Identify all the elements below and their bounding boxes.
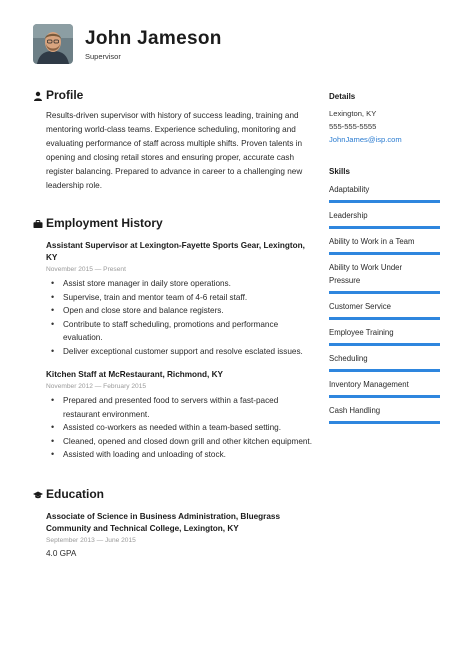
job-entry (46, 240, 312, 358)
skill-level-bar (329, 226, 440, 229)
education-dates: September 2013 — June 2015 (46, 536, 136, 544)
details-city: Lexington, KY (329, 109, 377, 118)
skill-label: Employee Training (329, 328, 394, 337)
education-heading: Education (46, 486, 105, 501)
duty-item: • Deliver exceptional customer support and resolve esclated issues. (46, 345, 312, 359)
skill-item (329, 404, 441, 424)
details-heading: Details (329, 92, 356, 101)
duty-item: • Assist store manager in daily store operations. (46, 277, 312, 291)
details-email-link[interactable]: JohnJames@isp.com (329, 135, 402, 144)
duty-item: • Contribute to staff scheduling, promotions and performance evaluation. (46, 318, 312, 345)
employment-heading: Employment History (46, 216, 163, 230)
skill-label: Scheduling (329, 354, 368, 363)
briefcase-icon (33, 219, 43, 229)
profile-section (33, 88, 313, 193)
skill-level-bar (329, 343, 440, 346)
skill-level-bar (329, 252, 440, 255)
skill-level-bar (329, 200, 440, 203)
skill-label: Customer Service (329, 302, 391, 311)
employment-section (33, 216, 313, 462)
skill-item (329, 300, 441, 320)
job-dates: November 2015 — Present (46, 266, 126, 273)
skill-item (329, 326, 441, 346)
skill-label: Adaptability (329, 185, 370, 194)
skill-label: Ability to Work in a Team (329, 237, 415, 246)
skill-level-bar (329, 291, 440, 294)
job-title: Kitchen Staff at McRestaurant, Richmond, KY (46, 370, 223, 379)
skill-item (329, 183, 441, 203)
person-photo (33, 24, 73, 64)
skills-list (329, 183, 441, 424)
skill-item (329, 261, 441, 294)
skill-item (329, 378, 441, 398)
duty-item: • Prepared and presented food to servers within a fast-paced restaurant environment. (46, 394, 312, 421)
skill-item (329, 235, 441, 255)
skill-level-bar (329, 369, 440, 372)
education-section (33, 487, 313, 561)
skill-label: Inventory Management (329, 380, 409, 389)
person-icon (33, 91, 43, 101)
skill-level-bar (329, 317, 440, 320)
candidate-name: John Jameson (85, 28, 222, 49)
duty-item: • Assisted co-workers as needed within a team-based setting. (46, 421, 312, 435)
skill-item (329, 209, 441, 229)
skills-heading: Skills (329, 167, 350, 176)
skill-label: Cash Handling (329, 406, 381, 415)
graduation-cap-icon (33, 490, 43, 500)
duty-item: • Assisted with loading and unloading of stock. (46, 448, 312, 462)
sidebar (329, 92, 441, 430)
duty-item: • Supervise, train and mentor team of 4-6 retail staff. (46, 291, 312, 305)
education-note: 4.0 GPA (46, 548, 77, 558)
job-duties (46, 277, 312, 358)
job-entry (46, 369, 312, 462)
skill-item (329, 352, 441, 372)
candidate-title: Supervisor (85, 52, 121, 61)
skill-level-bar (329, 421, 440, 424)
profile-summary: Results-driven supervisor with history of success leading, training and mentoring world-class teams. Experience scheduling, monitoring and evaluating performance of staff across multiple shifts. Proven talents in opening and closing retail stores and ensuring proper, accurate cash register balancing. Prepared to advance in career to a challenging new leadership role. (46, 111, 303, 190)
skill-label: Leadership (329, 211, 368, 220)
duty-item: • Cleaned, opened and closed down grill and other kitchen equipment. (46, 435, 312, 449)
main-column (33, 88, 313, 561)
job-dates: November 2012 — February 2015 (46, 383, 147, 390)
degree-title: Associate of Science in Business Administration, Bluegrass Community and Technical College, Lexington, KY (46, 511, 281, 533)
details-phone: 555-555-5555 (329, 122, 377, 131)
education-entry (46, 511, 312, 561)
skill-label: Ability to Work Under Pressure (329, 263, 403, 285)
job-duties (46, 394, 312, 462)
skill-level-bar (329, 395, 440, 398)
profile-heading: Profile (46, 88, 84, 102)
duty-item: • Open and close store and balance registers. (46, 304, 312, 318)
job-title: Assistant Supervisor at Lexington-Fayette Sports Gear, Lexington, KY (46, 241, 305, 262)
